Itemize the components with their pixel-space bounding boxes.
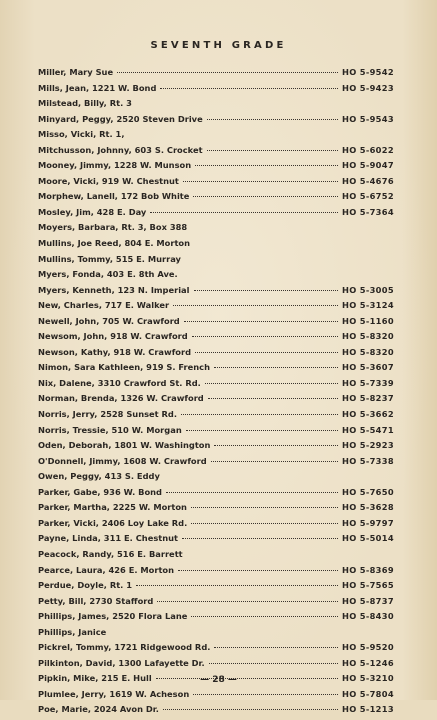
entry-phone: HO 5-8320: [342, 331, 394, 342]
dot-leader: [157, 601, 338, 602]
dot-leader: [194, 290, 339, 291]
section-heading: SEVENTH GRADE: [150, 40, 287, 51]
entry-name-address: Moyers, Barbara, Rt. 3, Box 388: [38, 222, 188, 233]
entry-phone: HO 5-5014: [342, 533, 394, 544]
directory-entry: [38, 83, 400, 99]
entry-name-address: Pearce, Laura, 426 E. Morton: [38, 564, 175, 575]
entry-phone: HO 5-1246: [342, 657, 394, 668]
entry-phone: HO 5-3124: [342, 300, 394, 311]
dot-leader: [214, 647, 338, 648]
entry-name-address: Miller, Mary Sue: [38, 67, 114, 77]
directory-entry: [38, 518, 400, 534]
entry-phone: HO 5-8237: [342, 393, 394, 404]
entry-name-address: Peacock, Randy, 516 E. Barrett: [38, 548, 183, 559]
page-number: — 28 —: [200, 675, 237, 685]
dot-leader: [207, 119, 338, 120]
entry-name-address: Petty, Bill, 2730 Stafford: [38, 595, 154, 606]
dot-leader: [166, 492, 338, 493]
directory-entry: [38, 129, 400, 145]
entry-name-address: Norris, Jerry, 2528 Sunset Rd.: [38, 409, 178, 420]
entry-name-address: O'Donnell, Jimmy, 1608 W. Crawford: [38, 455, 207, 466]
entry-name-address: Oden, Deborah, 1801 W. Washington: [38, 440, 211, 451]
directory-entry: [38, 627, 400, 643]
dot-leader: [207, 150, 338, 151]
directory-entry: [38, 456, 400, 472]
entry-name-address: Newell, John, 705 W. Crawford: [38, 315, 180, 326]
dot-leader: [191, 523, 338, 524]
entry-name-address: Plumlee, Jerry, 1619 W. Acheson: [38, 688, 190, 699]
dot-leader: [186, 430, 338, 431]
dot-leader: [193, 694, 338, 695]
entry-name-address: Moore, Vicki, 919 W. Chestnut: [38, 175, 179, 186]
directory-entry: [38, 331, 400, 347]
entry-name-address: Nimon, Sara Kathleen, 919 S. French: [38, 362, 210, 373]
entry-name-address: Norman, Brenda, 1326 W. Crawford: [38, 393, 204, 404]
entry-name-address: Newson, Kathy, 918 W. Crawford: [38, 346, 192, 357]
directory-entry: [38, 487, 400, 503]
entry-name-address: Owen, Peggy, 413 S. Eddy: [38, 471, 160, 482]
dot-leader: [191, 616, 338, 617]
directory-entry: [38, 316, 400, 332]
directory-entry: [38, 425, 400, 441]
entry-name-address: Parker, Martha, 2225 W. Morton: [38, 502, 187, 513]
dot-leader: [150, 212, 338, 213]
entry-phone: HO 5-7804: [342, 688, 394, 699]
directory-entry: [38, 704, 400, 720]
entry-phone: HO 5-9047: [342, 160, 394, 171]
entry-phone: HO 5-3607: [342, 362, 394, 373]
directory-entry: [38, 580, 400, 596]
directory-entry: [38, 207, 400, 223]
entry-name-address: Phillips, Janice: [38, 626, 107, 637]
dot-leader: [195, 352, 338, 353]
directory-entry: [38, 533, 400, 549]
entry-phone: HO 5-3005: [342, 284, 394, 295]
entry-phone: HO 5-7565: [342, 580, 394, 591]
directory-entry: [38, 471, 400, 487]
entry-name-address: Phillips, James, 2520 Flora Lane: [38, 611, 188, 622]
dot-leader: [163, 709, 338, 710]
entry-name-address: Pipkin, Mike, 215 E. Hull: [38, 673, 152, 684]
dot-leader: [211, 461, 338, 462]
dot-leader: [178, 570, 338, 571]
directory-entry: [38, 114, 400, 130]
entry-name-address: Nix, Dalene, 3310 Crawford St. Rd.: [38, 377, 201, 388]
dot-leader: [181, 414, 338, 415]
entry-name-address: Morphew, Lanell, 172 Bob White: [38, 191, 190, 202]
entry-name-address: Mills, Jean, 1221 W. Bond: [38, 82, 157, 93]
entry-name-address: Parker, Vicki, 2406 Loy Lake Rd.: [38, 517, 188, 528]
directory-entry: [38, 689, 400, 705]
entry-phone: HO 5-8369: [342, 564, 394, 575]
student-directory-list: [38, 67, 400, 720]
directory-entry: [38, 347, 400, 363]
directory-entry: [38, 611, 400, 627]
directory-entry: [38, 502, 400, 518]
entry-name-address: Norris, Tressie, 510 W. Morgan: [38, 424, 182, 435]
dot-leader: [193, 196, 338, 197]
entry-name-address: Mullins, Tommy, 515 E. Murray: [38, 253, 181, 264]
entry-name-address: Myers, Fonda, 403 E. 8th Ave.: [38, 269, 178, 280]
entry-phone: HO 5-6752: [342, 191, 394, 202]
dot-leader: [184, 321, 338, 322]
directory-entry: [38, 362, 400, 378]
entry-name-address: Milstead, Billy, Rt. 3: [38, 98, 132, 109]
entry-name-address: Perdue, Doyle, Rt. 1: [38, 580, 132, 591]
dot-leader: [183, 181, 338, 182]
directory-entry: [38, 549, 400, 565]
dot-leader: [195, 165, 338, 166]
directory-entry: [38, 642, 400, 658]
directory-entry: [38, 596, 400, 612]
directory-entry: [38, 254, 400, 270]
entry-phone: HO 5-7339: [342, 377, 394, 388]
dot-leader: [214, 367, 338, 368]
entry-phone: HO 5-1160: [342, 315, 394, 326]
entry-phone: HO 5-2923: [342, 440, 394, 451]
entry-phone: HO 5-8737: [342, 595, 394, 606]
dot-leader: [136, 585, 338, 586]
dot-leader: [191, 507, 338, 508]
directory-entry: [38, 238, 400, 254]
directory-entry: [38, 269, 400, 285]
entry-name-address: Myers, Kenneth, 123 N. Imperial: [38, 284, 190, 295]
entry-name-address: Newsom, John, 918 W. Crawford: [38, 331, 188, 342]
entry-name-address: New, Charles, 717 E. Walker: [38, 300, 170, 311]
directory-entry: [38, 98, 400, 114]
entry-phone: HO 5-8430: [342, 611, 394, 622]
entry-name-address: Mullins, Joe Reed, 804 E. Morton: [38, 238, 191, 249]
entry-phone: HO 5-9797: [342, 517, 394, 528]
dot-leader: [182, 538, 338, 539]
entry-phone: HO 5-3662: [342, 409, 394, 420]
dot-leader: [209, 663, 338, 664]
entry-phone: HO 5-9423: [342, 82, 394, 93]
entry-phone: HO 5-7338: [342, 455, 394, 466]
directory-entry: [38, 565, 400, 581]
entry-name-address: Pilkinton, David, 1300 Lafayette Dr.: [38, 657, 205, 668]
directory-entry: [38, 67, 400, 83]
directory-entry: [38, 378, 400, 394]
entry-phone: HO 5-6022: [342, 144, 394, 155]
directory-entry: [38, 285, 400, 301]
entry-name-address: Poe, Marie, 2024 Avon Dr.: [38, 704, 159, 715]
entry-name-address: Payne, Linda, 311 E. Chestnut: [38, 533, 179, 544]
entry-phone: HO 5-5471: [342, 424, 394, 435]
directory-entry: [38, 176, 400, 192]
directory-entry: [38, 440, 400, 456]
dot-leader: [117, 72, 338, 73]
entry-name-address: Mitchusson, Johnny, 603 S. Crocket: [38, 144, 203, 155]
entry-name-address: Mosley, Jim, 428 E. Day: [38, 206, 147, 217]
directory-entry: [38, 409, 400, 425]
entry-name-address: Mooney, Jimmy, 1228 W. Munson: [38, 160, 192, 171]
entry-name-address: Misso, Vicki, Rt. 1,: [38, 129, 125, 140]
entry-phone: HO 5-8320: [342, 346, 394, 357]
directory-entry: [38, 393, 400, 409]
dot-leader: [192, 336, 338, 337]
directory-entry: [38, 658, 400, 674]
dot-leader: [208, 398, 338, 399]
dot-leader: [160, 88, 338, 89]
entry-phone: HO 5-9520: [342, 642, 394, 653]
dot-leader: [214, 445, 338, 446]
entry-phone: HO 5-1213: [342, 704, 394, 715]
directory-entry: [38, 222, 400, 238]
entry-phone: HO 5-7650: [342, 486, 394, 497]
entry-name-address: Parker, Gabe, 936 W. Bond: [38, 486, 162, 497]
entry-phone: HO 5-3628: [342, 502, 394, 513]
dot-leader: [173, 305, 338, 306]
entry-phone: HO 5-9543: [342, 113, 394, 124]
entry-phone: HO 5-3210: [342, 673, 394, 684]
entry-phone: HO 5-7364: [342, 206, 394, 217]
entry-name-address: Minyard, Peggy, 2520 Steven Drive: [38, 113, 203, 124]
dot-leader: [205, 383, 338, 384]
entry-name-address: Pickrel, Tommy, 1721 Ridgewood Rd.: [38, 642, 211, 653]
directory-entry: [38, 160, 400, 176]
directory-entry: [38, 300, 400, 316]
entry-phone: HO 5-9542: [342, 67, 394, 77]
directory-entry: [38, 145, 400, 161]
entry-phone: HO 5-4676: [342, 175, 394, 186]
directory-entry: [38, 191, 400, 207]
